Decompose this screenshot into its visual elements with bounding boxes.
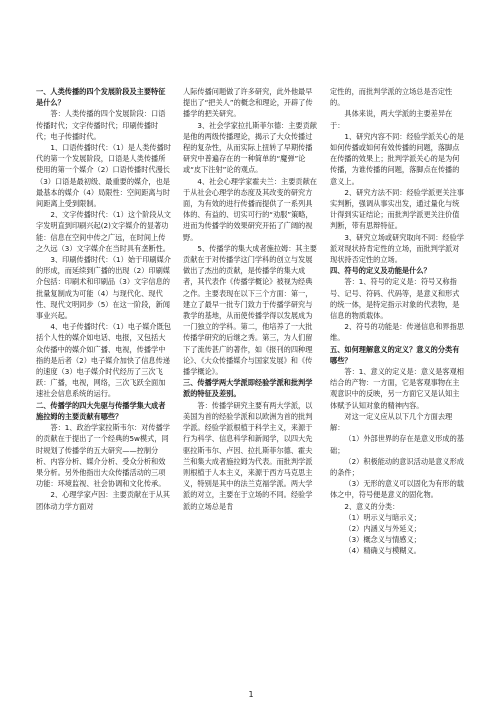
- paragraph: （2）内涵义与外延义；: [344, 523, 421, 533]
- paragraph: 2、研究方法不同：经验学派更关注事实判断，强调从事实出发，通过量化与统计得到实证结论；而批判学派更关注价值判断，带有思辩特征。: [330, 187, 464, 231]
- paragraph: 2、意义的分类：: [344, 501, 400, 511]
- section-heading: 三、传播学两大学派即经验学派和批判学派的特征及差别。: [183, 378, 313, 399]
- paragraph: 人际传播问题做了许多研究，此外他最早提出了“把关人”的概念和理论，开辟了传播学的把关研究。: [183, 87, 313, 119]
- section-heading: 一、人类传播的四个发展阶段及主要特征是什么？: [36, 87, 166, 108]
- section-heading: 二、传播学的四大先驱与传播学集大成者施拉姆的主要贡献有哪些？: [36, 400, 166, 421]
- column-right: [330, 86, 466, 682]
- paragraph: （2）积极能动的意识活动是意义形成的条件；: [330, 456, 464, 477]
- paragraph: 答：1、政治学家拉斯韦尔：对传播学的贡献在于提出了一个经典的5w模式，同时规划了传播学的五大研究——控制分析、内容分析、媒介分析、受众分析和效果分析。另外他指出大众传播活动的三项功能：环境监视、社会协调和文化传承。: [36, 423, 170, 489]
- section-heading: 五、如何理解意义的定义？意义的分类有哪些？: [330, 344, 460, 365]
- paragraph: 3、社会学家拉扎斯菲尔德：主要贡献是他的两级传播理论，揭示了大众传播过程的复杂性，从而实际上扭转了早期传播研究中普遍存在的一种简单的“魔弹”论或“皮下注射”论的观点。: [183, 120, 317, 175]
- paragraph: （3）无形的意义可以固化为有形的载体之中，符号便是意义的固化物。: [330, 479, 464, 500]
- paragraph: （4）精确义与模糊义。: [344, 546, 421, 556]
- column-left: [36, 86, 172, 682]
- paragraph: （1）外部世界的存在是意义形成的基础；: [330, 434, 464, 455]
- paragraph: 2、符号的功能是：传递信息和界指思维。: [330, 322, 464, 343]
- paragraph: （1）明示义与暗示义；: [344, 512, 421, 522]
- paragraph: 答：1、意义的定义是：意义是客观相结合的产物：一方面，它是客观事物在主观意识中的反映，另一方面它又是认知主体赋予认知对象的精神内容。: [330, 367, 464, 410]
- paragraph: 3、研究立场或研究取向不同：经验学派对现状持肯定性的立场，而批判学派对现状持否定性的立场。: [330, 232, 464, 265]
- paragraph: 2、心理学家卢因：主要贡献在于从其团体动力学方面对: [36, 490, 170, 511]
- column-middle: [183, 86, 319, 682]
- page-number: 1: [248, 690, 254, 699]
- paragraph: 2、文字传播时代：（1）这个阶段从文字发明直到印刷兴起(2)文字媒介的显著功能：信息在空间中传之广远，在时间上传之久远（3）文字媒介在当时具有垄断性。: [36, 210, 171, 253]
- paragraph: 答：1、符号的定义是：符号又称指号、记号、符码、代码等，是意义和形式的统一体，是特定指示对象的代表物，是信息的物质载体。: [330, 277, 460, 321]
- paragraph: 答：人类传播的四个发展阶段：口语传播时代；文字传播时代；印刷传播时代；电子传播时代。: [36, 109, 166, 141]
- paragraph: （3）概念义与情感义；: [344, 535, 421, 545]
- paragraph: 对这一定义应从以下几个方面去理解：: [330, 411, 453, 433]
- paragraph: 1、口语传播时代：（1）是人类传播时代的第一个发展阶段，口语是人类传播所使用的第一个媒介（2）口语传播时代漫长（3）口语是最初级、最重要的媒介，也是最基本的媒介（4）局限性：空间距离与时间距离上受到限制。: [36, 143, 171, 209]
- text-columns: [36, 86, 466, 682]
- paragraph: 4、社会心理学家霍夫兰：主要贡献在于从社会心理学的态度及其改变的研究方面，为有效的进行传播而提供了一系列具体的、有益的、切实可行的“劝服”策略，进而为传播学的效果研究开拓了广阔的视野。: [183, 176, 317, 242]
- paragraph: 1、研究内容不同：经验学派关心的是如何传播或如何有效传播的问题，落脚点在传播的效果上；批判学派关心的是为何传播，为谁传播的问题，落脚点在传播的意义上。: [330, 131, 464, 186]
- paragraph: 答：传播学研究主要有两大学派，以美国为首的经验学派和以欧洲为首的批判学派。经验学派根植于科学主义，来源于行为科学、信息科学和新闻学，以四大先驱拉斯韦尔、卢因、拉扎斯菲尔德、霍夫兰和集大成者施拉姆为代表。而批判学派则根植于人本主义，来源于西方马克思主义，特别是其中的法兰克福学派。两大学派的对立，主要在于立场的不同。经验学派的立场总是肯: [183, 400, 313, 511]
- section-heading: 四、符号的定义及功能是什么？: [330, 266, 431, 276]
- paragraph: 定性的，而批判学派的立场总是否定性的。: [330, 87, 453, 108]
- paragraph: 具体来说，两大学派的主要差异在于：: [330, 109, 453, 130]
- paragraph: 4、电子传播时代：（1）电子媒介既包括个人性的媒介如电话、电报，又包括大众传播中的媒介如广播、电视，传播学中指的是后者（2）电子媒介加快了信息传递的速度（3）电子媒介时代经历了三次飞跃：广播，电视，网络，三次飞跃全面加速社会信息系统的运行。: [36, 322, 171, 399]
- paragraph: 3、印刷传播时代：（1）始于印刷媒介的形成，而延续到广播的出现（2）印刷媒介包括：印刷术和印刷品（3）文字信息的批量复制成为可能（4）与现代化、现代性、现代文明同步（5）在这一阶段，新闻事业兴起。: [36, 255, 171, 321]
- paragraph: 5、传播学的集大成者施拉姆：其主要贡献在于对传播学这门学科的创立与发展做出了杰出的贡献，是传播学的集大成者，其代表作《传播学概论》被视为经典之作。主要表现在以下三个方面：第一，建立了最早一批专门致力于传播学研究与教学的基地，从而使传播学得以发展成为一门独立的学科。第二，他培养了一大批传播学研究的后继之秀。第三，为人们留下了流传甚广的著作，如《报刊的四种理论》、《大众传播媒介与国家发展》和《传播学概论》。: [183, 243, 317, 377]
